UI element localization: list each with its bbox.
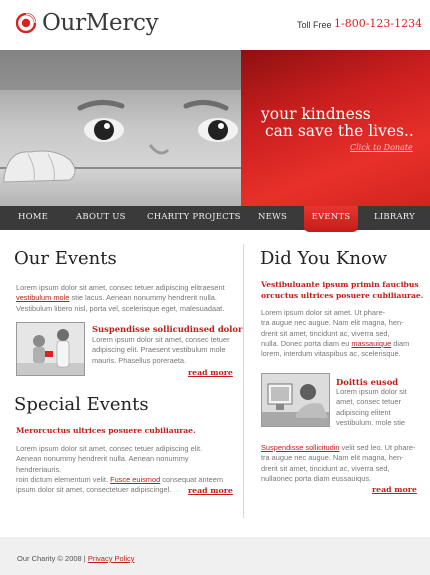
nav-library[interactable]: LIBRARY (374, 212, 415, 222)
text-line: Lorem ipsum dolor sit amet, consec tetuer adipiscing elit. (16, 444, 203, 453)
special-events-heading (14, 394, 149, 415)
privacy-policy-link[interactable]: Privacy Policy (87, 554, 135, 563)
text-span: diam (391, 338, 410, 348)
text-span: roin dictum elementum velit. (16, 474, 111, 484)
text-line: Lorem ipsum dolor sit amet, consec tetuer (92, 335, 230, 344)
events-read-more[interactable]: read more (188, 368, 233, 377)
special-red-heading: Merorcuctus ultrices posuere cubiliaurae. (16, 426, 196, 435)
text-span: stie lacus. Aenean nonummy hendrerit nulla. (69, 293, 217, 303)
text-line: Vestibulum libero nisl, porta vel, scelerisque eget, malesuadaat. (16, 303, 225, 313)
text-line: Lorem ipsum dolor sit (336, 387, 407, 396)
kids-thumbnail[interactable] (16, 322, 85, 376)
text-span: consequat anteem (160, 474, 224, 484)
nav-about-us[interactable]: ABOUT US (76, 212, 126, 222)
tollfree-label: Toll Free (297, 20, 332, 30)
computer-kid-thumbnail[interactable] (261, 373, 330, 427)
text-line: drerit sit amet, tincidunt ac, viverra sed, (261, 328, 390, 338)
site-footer (0, 537, 430, 575)
text-line: adipiscing elit. Praesent vestibulum mole (92, 345, 226, 355)
know-red-heading (261, 280, 423, 301)
copyright-text: Our Charity © 2008 | (17, 554, 86, 563)
text-line: lorem, interdum vitaspibus ac, scelerisque. (261, 349, 401, 359)
copyright (17, 554, 135, 563)
tagline-line-1: your kindness (261, 105, 371, 123)
suspendisse-link[interactable]: Suspendisse sollicitudin (261, 443, 340, 452)
text-line: tra augue nec augue. Nam elit magna, hen- (261, 318, 404, 328)
phone-number: 1-800-123-1234 (334, 17, 423, 30)
heading-word: Special (14, 394, 81, 415)
events-intro (16, 283, 231, 314)
text-line: Aenean nonummy hendrerit nulla. Aenean nonummy hendreriauris. (16, 454, 189, 474)
text-line: tra augue nec augue. Nam elit magna, hen- (261, 453, 404, 463)
nav-charity-projects[interactable]: CHARITY PROJECTS (147, 212, 241, 222)
computer-kid-illustration (262, 374, 330, 427)
did-you-know-heading (260, 248, 387, 269)
massauique-link[interactable]: massauique (351, 338, 392, 348)
event-item-text (92, 335, 232, 366)
text-line: adipiscing elitent (336, 407, 391, 417)
text-line (16, 475, 234, 485)
logo-ring-icon (16, 13, 36, 33)
event-item-title[interactable]: Suspendisse sollicudinsed dolor (92, 324, 243, 334)
heading-rest: Events (48, 248, 117, 269)
know-paragraph-1 (261, 308, 421, 359)
text-line: orcuctus ultrices posuere cubiliaurae. (261, 290, 424, 300)
nav-news[interactable]: NEWS (258, 212, 288, 222)
text-line: drerit sit amet, tincidunt ac, viverra sed, (261, 463, 390, 473)
heading-word: Did (260, 248, 292, 269)
vestibulum-link[interactable]: vestibulum mole (16, 293, 70, 303)
main-nav (0, 206, 430, 230)
text-line: mauris. Phasellus poreraeta. (92, 355, 187, 365)
text-line: Lorem ipsum dolor sit amet. Ut phare- (261, 308, 386, 317)
our-events-heading (14, 248, 117, 269)
tagline-line-2: can save the lives.. (265, 122, 414, 140)
know-paragraph-2 (261, 443, 426, 484)
know-read-more[interactable]: read more (372, 485, 417, 494)
know-item-text (336, 387, 426, 428)
text-line: nullaonec porta diam eussauiqus. (261, 473, 372, 483)
logo-text[interactable]: OurMercy (42, 10, 159, 36)
text-line (261, 443, 426, 453)
hero-tagline (261, 106, 414, 140)
hero-red-panel (241, 50, 430, 206)
child-face-illustration (0, 50, 241, 206)
kids-photo-illustration (17, 323, 85, 376)
text-line: ipsum dolor sit amet, consectetuer adipiscingel. (16, 485, 172, 495)
text-line: Vestibuluante ipsum primin faucibus (261, 280, 419, 289)
site-header (0, 0, 430, 50)
nav-home[interactable]: HOME (18, 212, 49, 222)
nav-events[interactable]: EVENTS (304, 206, 358, 232)
text-line: Lorem ipsum dolor sit amet, consec tetuer adipiscing elitraesent (16, 283, 225, 292)
text-line: vestibulum. mole stie (336, 417, 406, 427)
heading-rest: Events (80, 394, 149, 415)
special-read-more[interactable]: read more (188, 486, 233, 495)
hero-banner (0, 50, 430, 206)
fusce-euismod-link[interactable]: Fusce euismod (110, 474, 161, 484)
heading-word: Our (14, 248, 49, 269)
heading-rest: You Know (291, 248, 388, 269)
know-item-title[interactable]: Doittis eusod (336, 377, 399, 387)
text-line: amet, consec tetuer (336, 397, 401, 407)
text-span: velit sed leo. Ut phare- (339, 443, 416, 452)
text-span: nulla. Donec porta diam eu (261, 338, 352, 348)
text-line (16, 293, 231, 303)
donate-link[interactable]: Click to Donate (350, 143, 413, 152)
column-divider (243, 244, 244, 518)
text-line (261, 339, 421, 349)
child-photo (0, 50, 241, 206)
